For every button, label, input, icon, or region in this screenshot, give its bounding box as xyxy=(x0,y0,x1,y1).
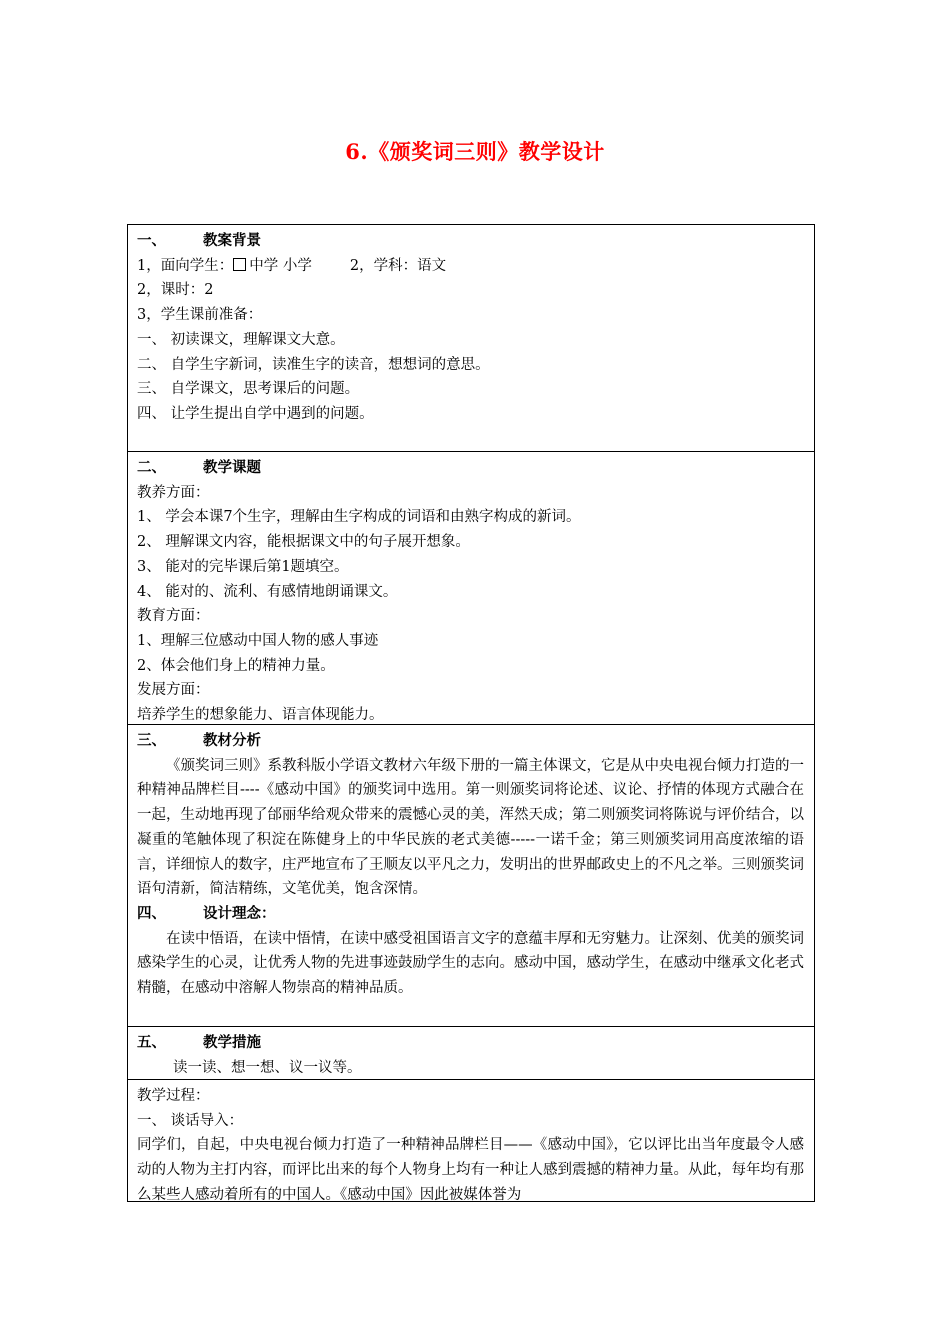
section-number: 一、 xyxy=(137,232,166,249)
list-item: 三、 自学课文，思考课后的问题。 xyxy=(137,381,360,398)
section-title: 教学课题 xyxy=(203,459,261,476)
document-title: 6.《颁奖词三则》教学设计 xyxy=(345,139,605,164)
section-number: 二、 xyxy=(137,459,166,476)
list-item: 二、 自学生字新词，读准生字的读音，想想词的意思。 xyxy=(137,356,490,373)
design-paragraph: 在读中悟语，在读中悟情，在读中感受祖国语言文字的意蕴丰厚和无穷魅力。让深刻、优美的颁奖词感染学生的心灵，让优秀人物的先进事迹鼓励学生的志向。感动中国，感动学生，在感动中继承文化老式精髓，在感动中溶解人物崇高的精神品质。 xyxy=(137,930,804,997)
checkbox-icon xyxy=(233,258,246,271)
methods-line: 读一读、想一想、议一议等。 xyxy=(173,1059,362,1076)
grade-options: 中学 小学 xyxy=(249,257,312,274)
list-item: 四、 让学生提出自学中遇到的问题。 xyxy=(137,405,374,422)
students-label: 1，面向学生： xyxy=(137,257,234,274)
section-methods xyxy=(128,1026,814,1079)
section-heading xyxy=(137,729,804,754)
students-subject-line xyxy=(137,254,804,279)
section-background xyxy=(128,225,814,451)
section-number: 三、 xyxy=(137,732,166,749)
section-number: 五、 xyxy=(137,1034,166,1051)
section-title: 教学措施 xyxy=(203,1034,261,1051)
subheading: 发展方面： xyxy=(137,682,210,699)
list-item: 一、 初读课文，理解课文大意。 xyxy=(137,331,345,348)
list-item: 1、理解三位感动中国人物的感人事迹 xyxy=(137,632,379,649)
section-materials xyxy=(128,724,814,1026)
subheading: 教育方面： xyxy=(137,608,210,625)
section-topics xyxy=(128,451,814,724)
lesson-plan-table xyxy=(127,224,815,1202)
list-item: 4、 能对的、流利、有感情地朗诵课文。 xyxy=(137,583,398,600)
section-heading xyxy=(137,229,804,254)
list-item: 培养学生的想象能力、语言体现能力。 xyxy=(137,707,384,724)
section-title: 教材分析 xyxy=(203,732,261,749)
section-number: 四、 xyxy=(137,904,166,922)
process-heading: 教学过程： xyxy=(137,1088,210,1104)
list-item: 3、 能对的完毕课后第1题填空。 xyxy=(137,558,349,575)
intro-heading: 一、 谈话导入： xyxy=(137,1112,244,1129)
process-paragraph: 同学们，自起，中央电视台倾力打造了一种精神品牌栏目——《感动中国》，它以评比出当年度最令人感动的人物为主打内容，而评比出来的每个人物身上均有一种让人感到震撼的精神力量。从此，每年均有那么某些人感动着所有的中国人。《感动中国》因此被媒体誉为 xyxy=(137,1137,804,1203)
section-heading xyxy=(137,456,804,481)
list-item: 2、体会他们身上的精神力量。 xyxy=(137,657,335,674)
list-item: 2、 理解课文内容，能根据课文中的句子展开想象。 xyxy=(137,534,470,551)
section-process xyxy=(128,1079,814,1201)
section-title: 设计理念： xyxy=(203,904,276,922)
subheading: 教养方面： xyxy=(137,484,210,501)
prep-heading: 3，学生课前准备： xyxy=(137,307,263,324)
section-title: 教案背景 xyxy=(203,232,261,249)
list-item: 1、 学会本课7个生字，理解由生字构成的词语和由熟字构成的新词。 xyxy=(137,509,581,526)
subject-label: 2，学科：语文 xyxy=(349,257,447,274)
class-hours: 2，课时：2 xyxy=(137,282,214,299)
section-heading xyxy=(137,1031,804,1056)
section-heading xyxy=(137,902,804,927)
materials-paragraph: 《颁奖词三则》系教科版小学语文教材六年级下册的一篇主体课文，它是从中央电视台倾力打造的一种精神品牌栏目----《感动中国》的颁奖词中选用。第一则颁奖词将论述、议论、抒情的体现方式融合在一起，生动地再现了邰丽华给观众带来的震憾心灵的美，浑然天成；第二则颁奖词将陈说与评价结合，以凝重的笔触体现了积淀在陈健身上的中华民族的老式美德-----一诺千金；第三则颁奖词用高度浓缩的语言，详细惊人的数字，庄严地宣布了王顺友以平凡之力，发明出的世界邮政史上的不凡之举。三则颁奖词语句清新，简洁精练，文笔优美，饱含深情。 xyxy=(137,757,804,898)
